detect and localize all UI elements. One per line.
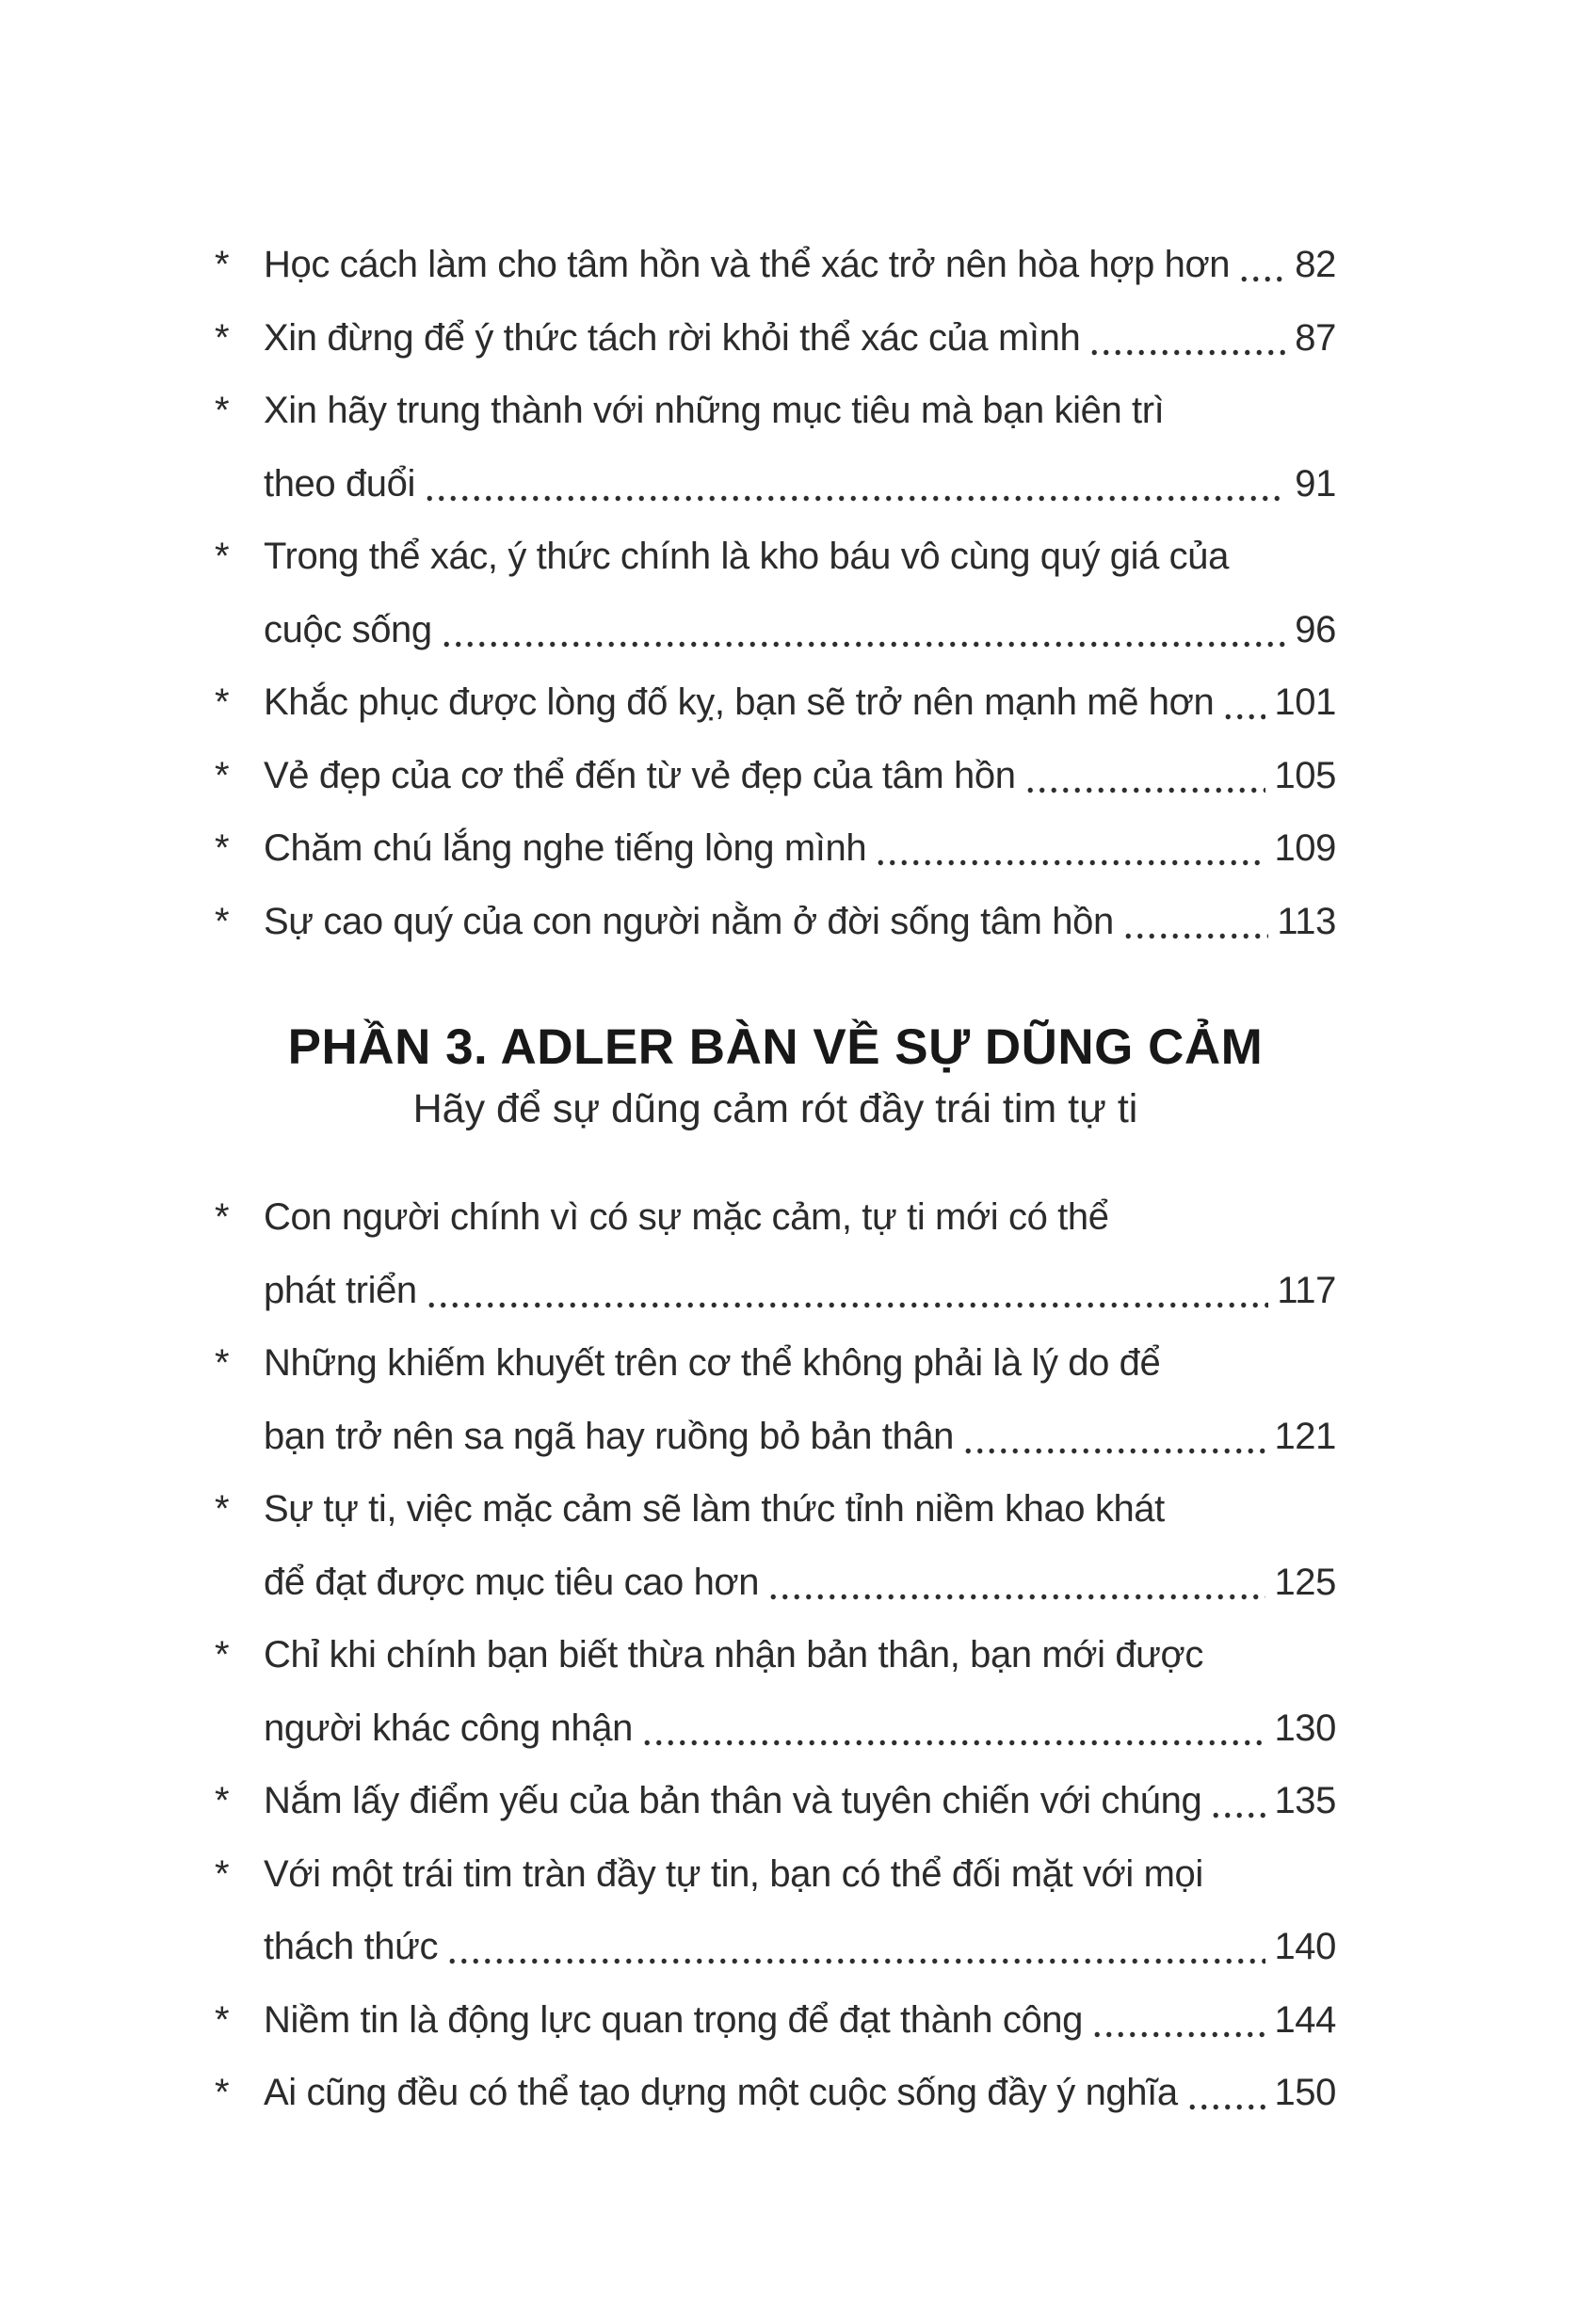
page-number: 150 <box>1274 2072 1336 2113</box>
entry-text: theo đuổi <box>264 462 415 505</box>
entry-body <box>264 666 1336 740</box>
entry-bullet: * <box>215 1342 230 1384</box>
toc-entry <box>215 666 1336 740</box>
toc-entry <box>215 886 1336 959</box>
entry-text: Khắc phục được lòng đố kỵ, bạn sẽ trở nên mạnh mẽ hơn <box>264 681 1215 723</box>
dot-leader <box>1122 886 1269 959</box>
dot-leader <box>1024 740 1266 813</box>
entry-text: Ai cũng đều có thể tạo dựng một cuộc sống đầy ý nghĩa <box>264 2072 1178 2113</box>
entry-bullet: * <box>215 900 230 942</box>
entry-body <box>264 2057 1336 2130</box>
toc-entry <box>215 302 1336 376</box>
entry-line: Con người chính vì có sự mặc cảm, tự ti mới có thể <box>264 1196 1109 1238</box>
entry-text: phát triển <box>264 1269 417 1311</box>
toc-entry <box>215 1838 1336 1984</box>
entry-line <box>264 1255 1336 1328</box>
dot-leader <box>1088 302 1286 376</box>
entry-bullet: * <box>215 316 230 359</box>
entry-bullet: * <box>215 1634 230 1675</box>
page-number: 121 <box>1274 1415 1336 1457</box>
dot-leader <box>441 594 1287 667</box>
entry-line <box>264 448 1336 521</box>
entry-line <box>264 594 1336 667</box>
dot-leader <box>1091 1984 1265 2058</box>
entry-line: Với một trái tim tràn đầy tự tin, bạn có thể đối mặt với mọi <box>264 1852 1203 1895</box>
entry-text: cuộc sống <box>264 608 432 650</box>
dot-leader <box>767 1547 1265 1620</box>
part3-heading: PHẦN 3. ADLER BÀN VỀ SỰ DŨNG CẢM <box>287 1019 1264 1075</box>
page-number: 87 <box>1295 316 1336 359</box>
entry-body <box>264 375 1336 521</box>
page-number: 82 <box>1295 244 1336 285</box>
toc-entry <box>215 229 1336 302</box>
entry-bullet: * <box>215 1488 230 1530</box>
entry-body <box>264 302 1336 376</box>
page-number: 101 <box>1274 681 1336 723</box>
toc-list-part2 <box>215 229 1336 958</box>
entry-line <box>264 1401 1336 1474</box>
dot-leader <box>1186 2057 1266 2130</box>
entry-line <box>264 1547 1336 1620</box>
toc-entry <box>215 521 1336 666</box>
entry-body <box>264 1765 1336 1838</box>
entry-line <box>264 740 1336 813</box>
entry-bullet: * <box>215 1852 230 1895</box>
entry-body <box>264 812 1336 886</box>
entry-line <box>264 302 1336 376</box>
entry-bullet: * <box>215 1780 230 1821</box>
toc-entry <box>215 1984 1336 2058</box>
entry-bullet: * <box>215 390 230 431</box>
entry-text: Học cách làm cho tâm hồn và thể xác trở nên hòa hợp hơn <box>264 244 1231 285</box>
entry-line <box>264 1911 1336 1984</box>
page-number: 125 <box>1274 1561 1336 1603</box>
entry-line: Xin hãy trung thành với những mục tiêu mà bạn kiên trì <box>264 390 1165 431</box>
entry-body <box>264 886 1336 959</box>
entry-bullet: * <box>215 827 230 869</box>
entry-line <box>264 886 1336 959</box>
entry-text: Niềm tin là động lực quan trọng để đạt thành công <box>264 1998 1083 2041</box>
entry-line: Chỉ khi chính bạn biết thừa nhận bản thân, bạn mới được <box>264 1634 1203 1675</box>
entry-text: bạn trở nên sa ngã hay ruồng bỏ bản thân <box>264 1415 955 1457</box>
entry-line <box>264 1692 1336 1766</box>
part3-heading-block <box>215 1015 1336 1137</box>
entry-line: Sự tự ti, việc mặc cảm sẽ làm thức tỉnh niềm khao khát <box>264 1488 1165 1530</box>
entry-line: Những khiếm khuyết trên cơ thể không phải là lý do để <box>264 1342 1161 1384</box>
entry-text: Nắm lấy điểm yếu của bản thân và tuyên chiến với chúng <box>264 1780 1202 1821</box>
entry-body <box>264 1619 1336 1765</box>
toc-entry <box>215 812 1336 886</box>
entry-bullet: * <box>215 536 230 577</box>
entry-bullet: * <box>215 754 230 796</box>
entry-body <box>264 740 1336 813</box>
entry-text: để đạt được mục tiêu cao hơn <box>264 1561 760 1603</box>
entry-text: Chăm chú lắng nghe tiếng lòng mình <box>264 827 867 869</box>
page-number: 117 <box>1277 1269 1336 1311</box>
entry-text: Sự cao quý của con người nằm ở đời sống tâm hồn <box>264 900 1114 942</box>
dot-leader <box>1210 1765 1265 1838</box>
toc-entry <box>215 1181 1336 1327</box>
toc-entry <box>215 740 1336 813</box>
page-number: 113 <box>1277 900 1336 942</box>
entry-body <box>264 1984 1336 2058</box>
entry-body <box>264 1327 1336 1473</box>
dot-leader <box>1238 229 1286 302</box>
entry-line <box>264 229 1336 302</box>
entry-bullet: * <box>215 1998 230 2041</box>
entry-text: Vẻ đẹp của cơ thể đến từ vẻ đẹp của tâm hồn <box>264 754 1016 796</box>
toc-entry <box>215 375 1336 521</box>
page-number: 91 <box>1295 462 1336 505</box>
entry-body <box>264 521 1336 666</box>
entry-line <box>264 1765 1336 1838</box>
entry-bullet: * <box>215 244 230 285</box>
entry-bullet: * <box>215 2072 230 2113</box>
dot-leader <box>962 1401 1265 1474</box>
entry-body <box>264 1838 1336 1984</box>
page-number: 135 <box>1274 1780 1336 1821</box>
page-number: 140 <box>1274 1926 1336 1967</box>
dot-leader <box>446 1911 1265 1984</box>
entry-line <box>264 1984 1336 2058</box>
dot-leader <box>426 1255 1269 1328</box>
toc-entry <box>215 1619 1336 1765</box>
entry-line <box>264 2057 1336 2130</box>
toc-entry <box>215 1473 1336 1619</box>
page-number: 96 <box>1295 608 1336 650</box>
entry-body <box>264 229 1336 302</box>
dot-leader <box>1222 666 1265 740</box>
entry-line <box>264 666 1336 740</box>
page-number: 130 <box>1274 1707 1336 1749</box>
toc-list-part3 <box>215 1181 1336 2130</box>
dot-leader <box>424 448 1286 521</box>
page-number: 105 <box>1274 754 1336 796</box>
entry-text: thách thức <box>264 1926 439 1967</box>
part3-subtitle: Hãy để sự dũng cảm rót đầy trái tim tự ti <box>412 1086 1138 1131</box>
entry-line: Trong thể xác, ý thức chính là kho báu vô cùng quý giá của <box>264 536 1229 577</box>
dot-leader <box>875 812 1265 886</box>
entry-body <box>264 1181 1336 1327</box>
toc-entry <box>215 1765 1336 1838</box>
entry-text: Xin đừng để ý thức tách rời khỏi thể xác của mình <box>264 316 1081 359</box>
dot-leader <box>641 1692 1266 1766</box>
entry-text: người khác công nhận <box>264 1707 633 1749</box>
page-number: 144 <box>1274 1998 1336 2041</box>
toc-entry <box>215 2057 1336 2130</box>
page-number: 109 <box>1274 827 1336 869</box>
entry-body <box>264 1473 1336 1619</box>
toc-entry <box>215 1327 1336 1473</box>
entry-bullet: * <box>215 681 230 723</box>
entry-bullet: * <box>215 1196 230 1238</box>
entry-line <box>264 812 1336 886</box>
